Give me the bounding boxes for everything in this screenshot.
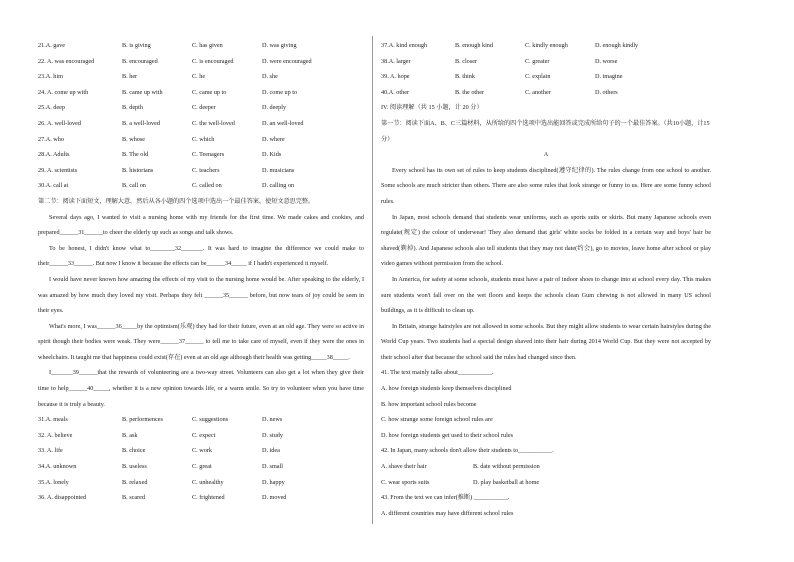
option[interactable]: B. her	[122, 73, 138, 81]
option[interactable]: B. historians	[122, 166, 154, 174]
option[interactable]: D. others	[595, 88, 618, 96]
option[interactable]: B. encouraged	[122, 57, 158, 65]
option-row	[38, 443, 364, 459]
option[interactable]: 26. A. well-loved	[38, 119, 81, 127]
option[interactable]: D. moved	[262, 494, 287, 502]
option-row	[38, 132, 364, 148]
options-21-30	[38, 38, 364, 194]
option[interactable]: B. useless	[122, 463, 147, 471]
option[interactable]: D. where	[262, 135, 285, 143]
option[interactable]: D. was giving	[262, 42, 297, 49]
option[interactable]: D. she	[262, 73, 278, 81]
question-42: 42. In Japan, many schools don't allow their students to___________.	[381, 447, 554, 455]
option[interactable]: 32. A. believe	[38, 431, 73, 439]
paragraph: In Britain, strange hairstyles are not allowed in some schools. But they might allow students to wear certain hairstyles during the World Cup years. Two students had a special design shaved into their hair during 2014 World Cup. But they were not accepted by their school after that because the school said the rules had changed since then.	[381, 322, 711, 361]
option-row	[38, 116, 364, 132]
option[interactable]: 38.A. larger	[381, 57, 411, 65]
option-row	[38, 412, 364, 428]
section4-intro: 第一节：阅读下面A、B、C三篇材料，从所给的四个选项中选出能回答或完成所给句子的一个最佳答案。（共10小题，计15分）	[381, 119, 710, 143]
option[interactable]: D. come up to	[262, 88, 298, 96]
option[interactable]: C. teachers	[192, 166, 220, 174]
option[interactable]: B. closer	[455, 57, 477, 65]
option[interactable]: B. a well-loved	[122, 119, 160, 127]
option[interactable]: A. shave their hair	[381, 463, 427, 471]
option[interactable]: D. deeply	[262, 104, 287, 112]
option[interactable]: 22. A. was encouraged	[38, 57, 95, 65]
option[interactable]: C. deeper	[192, 104, 216, 112]
option[interactable]: 34.A. unknown	[38, 463, 77, 471]
option-row	[38, 147, 364, 163]
option[interactable]: C. suggestions	[192, 416, 229, 424]
option[interactable]: B. ask	[122, 431, 138, 439]
reading-passage	[381, 163, 711, 366]
section4-title: IV. 阅读理解（共 15 小题，计 20 分）	[381, 104, 483, 112]
option[interactable]: C. how strange some foreign school rules are	[381, 416, 493, 424]
option-row	[38, 428, 364, 444]
option[interactable]: C. called on	[192, 182, 222, 190]
option[interactable]: 28.A. Adults	[38, 151, 70, 159]
option[interactable]: D. happy	[262, 478, 285, 486]
option[interactable]: B. performences	[122, 416, 163, 424]
option[interactable]: 37.A. kind enough	[381, 42, 428, 49]
option[interactable]: 35.A. lonely	[38, 478, 69, 486]
option[interactable]: C. has given	[192, 42, 223, 49]
option[interactable]: B. whose	[122, 135, 146, 143]
paragraph: To be honest, I didn't know what to________32_______. It was hard to imagine the difference we could make to their______33______. But now I know it because the effects can be______34_____ if I hadn't experienced it myself.	[38, 244, 364, 268]
option[interactable]: C. work	[192, 447, 212, 455]
option[interactable]: D. musicians	[262, 166, 295, 174]
option[interactable]: C. great	[192, 463, 212, 471]
paragraph: Every school has its own set of rules to keep students disciplined(遵守纪律的). The rules change from one school to another. Some schools are much stricter than others. There are also some rules that look strange or funny to us. Here are some funny school rules.	[381, 166, 711, 205]
column-divider	[372, 36, 373, 524]
option[interactable]: B. came up with	[122, 88, 163, 96]
paragraph: I_______39______that the rewards of volunteering are a two-way street. Volunteers can also get a lot when they give their time to help______40_____, whether it is a new opinion towards life, or a warm smile. So try to volunteer when you have time because it is truly a beauty.	[38, 369, 364, 408]
option[interactable]: C. is encouraged	[192, 57, 234, 65]
option[interactable]: B. depth	[122, 104, 143, 112]
option[interactable]: 36. A. disappointed	[38, 494, 87, 502]
option[interactable]: D. play basketball at home	[473, 478, 540, 486]
cloze-passage	[38, 210, 364, 413]
option-row	[38, 490, 364, 506]
paragraph: In Japan, most schools demand that students wear uniforms, such as sports suits or skirts. But many Japanese schools even regulate(规定) the colour of underwear! They also demand that girls' white socks be folded in a certain way and boys' hair be shaved(剃掉). And Japanese schools also tell students that they may not date(约会), go to movies, leave home after school or play video games without permission from the school.	[381, 213, 711, 268]
option[interactable]: D. enough kindly	[595, 42, 639, 49]
option[interactable]: B. is giving	[122, 42, 151, 49]
option[interactable]: C. greater	[525, 57, 550, 65]
option[interactable]: B. think	[455, 73, 475, 81]
option[interactable]: 29. A. scientists	[38, 166, 78, 174]
option-row	[38, 178, 364, 194]
option[interactable]: B. how important school rules become	[381, 400, 477, 408]
option[interactable]: D. imagine	[595, 73, 623, 81]
option[interactable]: D. study	[262, 431, 283, 439]
option[interactable]: C. kindly enough	[525, 42, 568, 49]
option[interactable]: 23.A. him	[38, 73, 63, 81]
option[interactable]: C. wear sports suits	[381, 478, 430, 486]
section2-intro: 第二节：阅读下面短文，理解大意，然后从各小题的四个选项中选出一个最佳答案，使短文意思完整。	[38, 197, 315, 205]
option[interactable]: 30.A. call at	[38, 182, 69, 190]
option[interactable]: 24. A. come up with	[38, 88, 89, 96]
option-row	[381, 475, 711, 491]
option[interactable]: C. Teenagers	[192, 151, 225, 159]
option-row	[38, 459, 364, 475]
option[interactable]: C. he	[192, 73, 206, 81]
option[interactable]: A. how foreign students keep themselves disciplined	[381, 385, 512, 393]
option[interactable]: D. idea	[262, 447, 280, 455]
option[interactable]: C. explain	[525, 73, 551, 81]
paragraph: What's more, I was______36_____by the optimism(乐观) they had for their future, even at an old age. They were so active in spirit though their bodies were weak. They were______37______ to tell me to take care of myself, even if they were the ones in wheelchairs. It taught me that happiness could exist(存在) even at an old age although their health was getting_____38_____.	[38, 322, 364, 361]
options-37-40	[381, 38, 711, 100]
option[interactable]: 40.A. other	[381, 88, 410, 96]
paragraph: In America, for safety at some schools, students must have a pair of indoor shoes to change into at school every day. This makes sure students won't fall over on the wet floors and keeps the schools clean Gum chewing is not allowed in many US school buildings, as it is difficult to clean up.	[381, 275, 711, 315]
option[interactable]: C. frightened	[192, 494, 225, 502]
left-column	[38, 38, 364, 506]
option[interactable]: 33. A. life	[38, 447, 63, 455]
option[interactable]: C. another	[525, 88, 551, 96]
option[interactable]: 31.A. meals	[38, 416, 68, 424]
option[interactable]: D. small	[262, 463, 283, 471]
paragraph: Several days ago, I wanted to visit a nursing home with my friends for the first time. We made cakes and cookies, and prepared______31______to cheer the elderly up such as songs and talk shows.	[38, 213, 364, 237]
option[interactable]: A. different countries may have different school rules	[381, 509, 514, 517]
option[interactable]: 27.A. who	[38, 135, 64, 143]
option[interactable]: C. expect	[192, 431, 216, 439]
option-row	[381, 38, 711, 54]
option[interactable]: D. worse	[595, 57, 618, 65]
option[interactable]: B. relaxed	[122, 478, 148, 486]
option[interactable]: C. unhealthy	[192, 478, 224, 486]
option[interactable]: 39. A. hope	[381, 73, 410, 81]
option-row	[38, 163, 364, 179]
option-row	[38, 69, 364, 85]
option[interactable]: C. came up to	[192, 88, 227, 96]
passage-label: A	[543, 151, 549, 159]
right-column	[381, 38, 711, 521]
option-row	[38, 85, 364, 101]
option-row	[38, 38, 364, 54]
option[interactable]: D. news	[262, 416, 283, 424]
question-41: 41. The text mainly talks about___________.	[381, 369, 494, 377]
option-row	[38, 475, 364, 491]
option[interactable]: B. enough kind	[455, 42, 493, 49]
option[interactable]: D. an well-loved	[262, 119, 304, 127]
option[interactable]: B. The old	[122, 151, 149, 159]
option[interactable]: D. Kids	[262, 151, 282, 159]
option[interactable]: B. scared	[122, 494, 146, 502]
option[interactable]: D. how foreign students get used to their school rules	[381, 431, 513, 439]
option-row	[381, 459, 711, 475]
option-row	[381, 69, 711, 85]
option-row	[38, 100, 364, 116]
questions	[381, 365, 711, 521]
option[interactable]: 21.A. gave	[38, 42, 65, 49]
paragraph: I would have never known how amazing the effects of my visit to the nursing home would be. After speaking to the elderly, I was amazed by how much they loved my visit. Perhaps they felt ______35______ before, but now tears of joy could be seen in their eyes.	[38, 275, 364, 315]
option-row	[381, 85, 711, 101]
options-31-36	[38, 412, 364, 506]
option-row	[38, 54, 364, 70]
option[interactable]: C. which	[192, 135, 215, 143]
option[interactable]: B. call on	[122, 182, 146, 190]
option[interactable]: B. the other	[455, 88, 485, 96]
option[interactable]: B. choice	[122, 447, 146, 455]
option[interactable]: C. the well-loved	[192, 119, 235, 127]
question-43: 43. From the text we can infer(推断) ___________.	[381, 494, 510, 502]
option-row	[381, 54, 711, 70]
option[interactable]: D. were encouraged	[262, 57, 312, 65]
option[interactable]: D. calling on	[262, 182, 295, 190]
option[interactable]: 25.A. deep	[38, 104, 65, 112]
option[interactable]: B. date without permission	[473, 463, 540, 471]
